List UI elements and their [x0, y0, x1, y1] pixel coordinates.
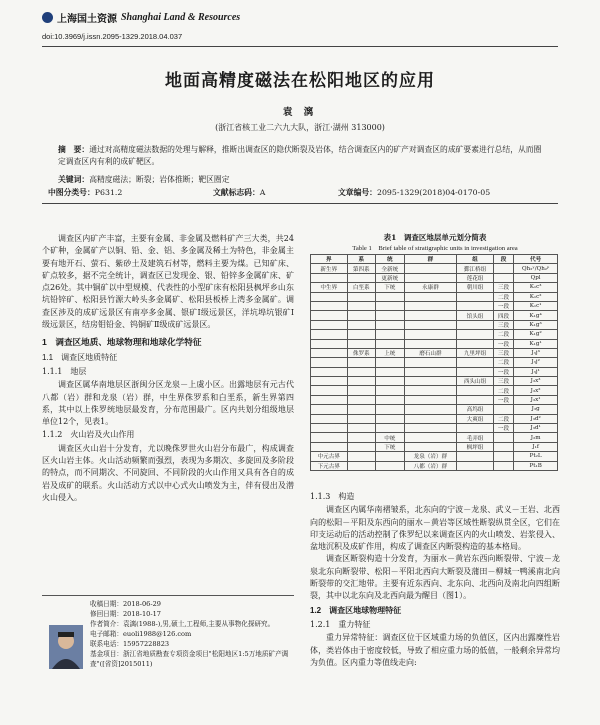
table-cell: 下统 — [376, 283, 405, 292]
table-cell: 中元古界 — [311, 452, 348, 461]
table-cell — [493, 461, 513, 470]
journal-logo-icon — [42, 12, 53, 23]
table-cell — [311, 358, 348, 367]
table-row — [311, 348, 558, 357]
table-cell: K₁g³ — [514, 320, 558, 329]
table-cell: 三段 — [493, 377, 513, 386]
table-cell — [347, 377, 376, 386]
table-caption-en: Table 1 Brief table of stratigraphic units in investigation area — [352, 245, 518, 252]
table-cell: 二段 — [493, 386, 513, 395]
table-cell — [347, 386, 376, 395]
table-cell: 一段 — [493, 367, 513, 376]
table-cell — [347, 301, 376, 310]
section-1-heading: 1 调查区地质、地球物理和地球化学特征 — [42, 337, 202, 348]
table-cell — [311, 377, 348, 386]
table-cell — [311, 367, 348, 376]
table-cell — [347, 452, 376, 461]
table-header-cell: 系 — [347, 255, 376, 264]
table-cell: 白垩系 — [347, 283, 376, 292]
table-row — [311, 386, 558, 395]
table-cell — [404, 386, 457, 395]
table-cell — [311, 301, 348, 310]
doi: doi:10.3969/j.issn.2095-1329.2018.04.037 — [42, 32, 183, 41]
abstract-text: 通过对高精度磁法数据的处理与解释，推断出调查区的隐伏断裂及岩体，结合调查区内的矿产对调查区的成矿要素进行总结，从而圈定调查区内有利的成矿靶区。 — [58, 145, 542, 166]
table-cell: J₃j² — [514, 358, 558, 367]
table-cell — [376, 424, 405, 433]
table-cell: 一段 — [493, 301, 513, 310]
table-cell — [493, 273, 513, 282]
table-cell — [457, 339, 494, 348]
table-cell: Qh₂ʸ/Qh₂ᵖ — [514, 264, 558, 273]
table-cell — [311, 386, 348, 395]
table-cell: 四段 — [493, 311, 513, 320]
header-rule — [42, 46, 558, 47]
table-cell — [376, 367, 405, 376]
table-cell — [311, 339, 348, 348]
table-cell — [347, 414, 376, 423]
author: 袁 漓 — [282, 107, 318, 118]
table-cell: J₃x³ — [514, 377, 558, 386]
table-cell — [457, 424, 494, 433]
table-cell — [376, 386, 405, 395]
table-cell — [457, 301, 494, 310]
abstract-rule — [42, 203, 558, 204]
journal-header — [42, 10, 240, 25]
table-cell: 二段 — [493, 330, 513, 339]
table-header-row — [311, 255, 558, 264]
table-cell: 磨石山群 — [404, 348, 457, 357]
table-cell: J₃j¹ — [514, 367, 558, 376]
abstract-label: 摘 要： — [58, 145, 90, 154]
table-cell — [404, 367, 457, 376]
table-cell: 侏罗系 — [347, 348, 376, 357]
table-cell: J₃x¹ — [514, 395, 558, 404]
abstract — [58, 144, 548, 168]
table-cell — [376, 301, 405, 310]
table-cell — [404, 405, 457, 414]
table-cell: 龙泉（岩）群 — [404, 452, 457, 461]
table-header-cell: 群 — [404, 255, 457, 264]
table-cell: J₁f — [514, 442, 558, 451]
table-cell: J₃d¹ — [514, 424, 558, 433]
table-cell: J₃x² — [514, 386, 558, 395]
table-cell — [347, 339, 376, 348]
doc-code-value: A — [259, 188, 266, 197]
table-cell: 下元古界 — [311, 461, 348, 470]
table-cell — [404, 311, 457, 320]
table-cell: 二段 — [493, 414, 513, 423]
fault-paragraph: 调查区断裂构造十分发育，为丽水－黄岩东西向断裂带、宁波－龙泉北东向断裂带、松阳－平阳北西向大断裂及蒲田－柳城一鸭溪南北向断裂带的交汇地带。主要有近东西向、北东向、北西向及南北向四组断裂，其中以北东向及北西向最为醒目（图1）。 — [310, 554, 560, 601]
table-cell: 一段 — [493, 424, 513, 433]
table-cell: J₂m — [514, 433, 558, 442]
table-header-cell: 组 — [457, 255, 494, 264]
table-cell: 全新统 — [376, 264, 405, 273]
table-cell — [376, 395, 405, 404]
section-1-1-2-heading: 1.1.2 火山岩及火山作用 — [42, 430, 135, 440]
table-cell — [347, 461, 376, 470]
table-cell — [404, 320, 457, 329]
table-cell — [347, 433, 376, 442]
table-cell — [376, 452, 405, 461]
table-cell — [347, 395, 376, 404]
table-cell: 馆头组 — [457, 311, 494, 320]
table-cell: 永康群 — [404, 283, 457, 292]
table-row — [311, 395, 558, 404]
left-column — [42, 233, 294, 504]
table-cell — [404, 292, 457, 301]
table-cell — [404, 301, 457, 310]
table-row — [311, 283, 558, 292]
table-row — [311, 442, 558, 451]
table-cell — [311, 348, 348, 357]
article-id-value: 2095-1329(2018)04-0170-05 — [376, 188, 491, 197]
table-cell — [493, 264, 513, 273]
table-row — [311, 301, 558, 310]
table-cell — [347, 292, 376, 301]
affiliation: (浙江省核工业二六九大队，浙江·湖州 313000) — [215, 123, 385, 132]
funding: 基金项目：浙江省地质勘查专项资金项目"松阳地区1:5万地质矿产调查"([省资]2015011) — [90, 650, 289, 668]
table-cell: K₁g¹ — [514, 339, 558, 348]
table-cell: 二段 — [493, 358, 513, 367]
table-cell — [404, 442, 457, 451]
table-cell — [404, 414, 457, 423]
table-cell — [376, 320, 405, 329]
doc-code-label: 文献标志码： — [213, 188, 260, 197]
table-header-cell: 代号 — [514, 255, 558, 264]
table-cell — [347, 405, 376, 414]
table-cell — [311, 311, 348, 320]
table-cell: 朝川组 — [457, 283, 494, 292]
section-1-2-1-heading: 1.2.1 重力特征 — [310, 619, 371, 629]
stratigraphy-table — [310, 254, 558, 471]
gravity-paragraph: 重力异常特征：调查区位于区域重力场的负值区，区内出露糜性岩体，类岩体由于密度较低，导致了相应重力场的低值，一般剩余异常均为负值。区内重力等值线走向: — [310, 633, 560, 667]
table-cell: J₃d² — [514, 414, 558, 423]
table-row — [311, 377, 558, 386]
table-cell — [311, 442, 348, 451]
table-cell: 一段 — [493, 395, 513, 404]
table-cell — [311, 414, 348, 423]
author-bio: 作者简介：袁漓(1988-),男,硕士,工程师,主要从事物化探研究。 — [90, 620, 275, 628]
table-cell — [457, 292, 494, 301]
classification-line — [48, 187, 558, 198]
table-row — [311, 452, 558, 461]
table-row — [311, 424, 558, 433]
revised-date: 修回日期：2018-10-17 — [90, 610, 161, 618]
table-cell: 三段 — [493, 348, 513, 357]
table-cell — [376, 339, 405, 348]
table-cell — [404, 377, 457, 386]
section-1-2-heading: 1.2 调查区地球物理特征 — [310, 605, 402, 615]
table-row — [311, 273, 558, 282]
table-cell: 上统 — [376, 348, 405, 357]
table-cell — [376, 358, 405, 367]
table-cell — [493, 405, 513, 414]
table-cell — [347, 442, 376, 451]
table-cell — [311, 320, 348, 329]
table-cell: Pt₁B — [514, 461, 558, 470]
table-cell: 三段 — [493, 283, 513, 292]
table-cell: 三段 — [493, 320, 513, 329]
volcanic-paragraph: 调查区火山岩十分发育，尤以晚侏罗世火山岩分布最广，构成调查区火山岩主体。火山活动频繁而强烈，表现为多期次、多旋回及多阶段的特点，而不同期次、不同旋回、不同阶段的火山作用又具有各自的成岩及成矿的联系。火山活动方式以中心式火山喷发为主，伴有侵出及潜火山侵入。 — [42, 443, 294, 502]
table-body — [311, 264, 558, 471]
table-cell: 枫坪组 — [457, 442, 494, 451]
table-cell: 八都（岩）群 — [404, 461, 457, 470]
table-cell — [376, 330, 405, 339]
section-1-1-3-heading: 1.1.3 构造 — [310, 492, 355, 501]
table-cell: 中生界 — [311, 283, 348, 292]
author-phone: 联系电话：15957228823 — [90, 640, 170, 648]
table-row — [311, 405, 558, 414]
section-1-1-1-heading: 1.1.1 地层 — [42, 366, 87, 376]
table-cell — [457, 386, 494, 395]
table-cell — [457, 395, 494, 404]
table-cell: K₁g⁴ — [514, 311, 558, 320]
table-row — [311, 358, 558, 367]
table-cell — [311, 273, 348, 282]
author-photo — [49, 625, 83, 669]
table-cell: 一段 — [493, 339, 513, 348]
journal-name-cn: 上海国土资源 — [57, 14, 117, 25]
table-caption-cn: 表1 调查区地层单元划分简表 — [383, 233, 487, 242]
table-cell: 大爽组 — [457, 414, 494, 423]
table-cell: 鄞江桥组 — [457, 264, 494, 273]
table-cell: 莲花组 — [457, 273, 494, 282]
table-cell — [347, 320, 376, 329]
table-cell — [404, 358, 457, 367]
table-cell — [347, 273, 376, 282]
table-cell — [404, 433, 457, 442]
table-cell — [347, 424, 376, 433]
table-cell: 九里坪组 — [457, 348, 494, 357]
table-row — [311, 311, 558, 320]
table-cell — [493, 442, 513, 451]
table-cell: 中统 — [376, 433, 405, 442]
table-cell — [347, 330, 376, 339]
structure-paragraph: 调查区内属华南褶皱系，北东向的宁波－龙泉、武义－王岩、北西向的松阳－平阳及东西向的丽水－黄岩等区域性断裂纵贯全区，它们在印支运动后的活动控制了侏罗纪以来调查区内的火山喷发、岩浆侵入、盆地沉积及成矿作用，构成了调查区内断裂构造的基本格局。 — [310, 505, 560, 552]
table-cell: K₁c³ — [514, 283, 558, 292]
table-cell — [347, 367, 376, 376]
table-row — [311, 264, 558, 273]
section-1-1-heading: 1.1 调查区地质特征 — [42, 352, 118, 362]
table-cell — [457, 330, 494, 339]
right-column — [310, 490, 560, 669]
table-cell — [311, 292, 348, 301]
table-row — [311, 292, 558, 301]
table-row — [311, 320, 558, 329]
table-cell — [376, 461, 405, 470]
table-header-cell: 界 — [311, 255, 348, 264]
keywords-text: 高精度磁法；断裂；岩体推断；靶区圈定 — [89, 175, 230, 184]
table-cell — [404, 395, 457, 404]
table-row — [311, 414, 558, 423]
table-cell — [457, 358, 494, 367]
article-title: 地面高精度磁法在松阳地区的应用 — [165, 71, 435, 91]
table-cell — [493, 433, 513, 442]
table-cell: Qpl — [514, 273, 558, 282]
table-cell — [311, 433, 348, 442]
table-cell — [376, 405, 405, 414]
table-cell: 更新统 — [376, 273, 405, 282]
table-cell: K₁c¹ — [514, 301, 558, 310]
table-cell — [457, 320, 494, 329]
keywords — [58, 174, 548, 185]
table-cell — [493, 452, 513, 461]
table-cell: J₃j³ — [514, 348, 558, 357]
table-cell: Pt₂L — [514, 452, 558, 461]
table-header-cell: 段 — [493, 255, 513, 264]
table-cell — [404, 264, 457, 273]
table-cell — [347, 358, 376, 367]
table-cell: J₃g — [514, 405, 558, 414]
table-cell: 毛弄组 — [457, 433, 494, 442]
table-cell — [457, 452, 494, 461]
table-cell — [376, 292, 405, 301]
table-cell: 高坞组 — [457, 405, 494, 414]
table-cell: 西头山组 — [457, 377, 494, 386]
keywords-label: 关键词： — [58, 175, 90, 184]
table-cell: K₁c² — [514, 292, 558, 301]
received-date: 收稿日期：2018-06-29 — [90, 600, 161, 608]
table-cell — [376, 377, 405, 386]
article-id-label: 文章编号： — [338, 188, 377, 197]
table-row — [311, 461, 558, 470]
table-cell — [457, 461, 494, 470]
table-header-cell: 统 — [376, 255, 405, 264]
table-cell: 第四系 — [347, 264, 376, 273]
table-cell: 二段 — [493, 292, 513, 301]
table-cell — [404, 339, 457, 348]
table-cell: K₁g² — [514, 330, 558, 339]
author-email: 电子邮箱：euoli1988@126.com — [90, 630, 192, 638]
strata-paragraph: 调查区属华南地层区浙闽分区龙泉－上虞小区。出露地层有元古代八都（岩）群和龙泉（岩）群，中生界侏罗系和白垩系，新生界第四系，其中以上侏罗统地层最发育，分布范围最广。区内共划分组级地层单位12个，见表1。 — [42, 380, 294, 427]
table-cell — [404, 273, 457, 282]
table-cell — [404, 424, 457, 433]
table-cell: 新生界 — [311, 264, 348, 273]
table-row — [311, 330, 558, 339]
table-row — [311, 433, 558, 442]
table-cell — [311, 424, 348, 433]
table-cell — [457, 367, 494, 376]
table-cell — [311, 405, 348, 414]
table-cell — [311, 330, 348, 339]
table-row — [311, 339, 558, 348]
journal-name-en: Shanghai Land & Resources — [121, 12, 241, 23]
table-cell: 下统 — [376, 442, 405, 451]
table-cell — [404, 330, 457, 339]
table-row — [311, 367, 558, 376]
table-cell — [347, 311, 376, 320]
clc-value: P631.2 — [94, 188, 123, 197]
table-cell — [311, 395, 348, 404]
clc-label: 中图分类号： — [48, 188, 95, 197]
intro-paragraph: 调查区内矿产丰富，主要有金属、非金属及燃料矿产三大类，共24个矿种，金属矿产以铜、铅、金、铝、多金属及稀土为特色，非金属主要有地开石、萤石、紫砂土及建筑石材等，燃料主要为煤。已知矿床、矿点较多，据不完全统计，调查区已发现金、银、铅锌多金属矿床、矿点26处。其中铜矿以中型规模、代表性的小型矿床有松阳县枫坪乡山东坑铅锌矿、松阳县竹源大岭头多金属矿、松阳县板桥上湾多金属矿。调查区涉及的成矿远景区有南亭多金属、银矿Ⅰ级远景区，洋坑埠坑银矿Ⅰ级远景区，结房钼铅金、钨铜矿Ⅱ级成矿远景区。 — [42, 234, 294, 330]
table-cell — [376, 311, 405, 320]
table-cell — [376, 414, 405, 423]
